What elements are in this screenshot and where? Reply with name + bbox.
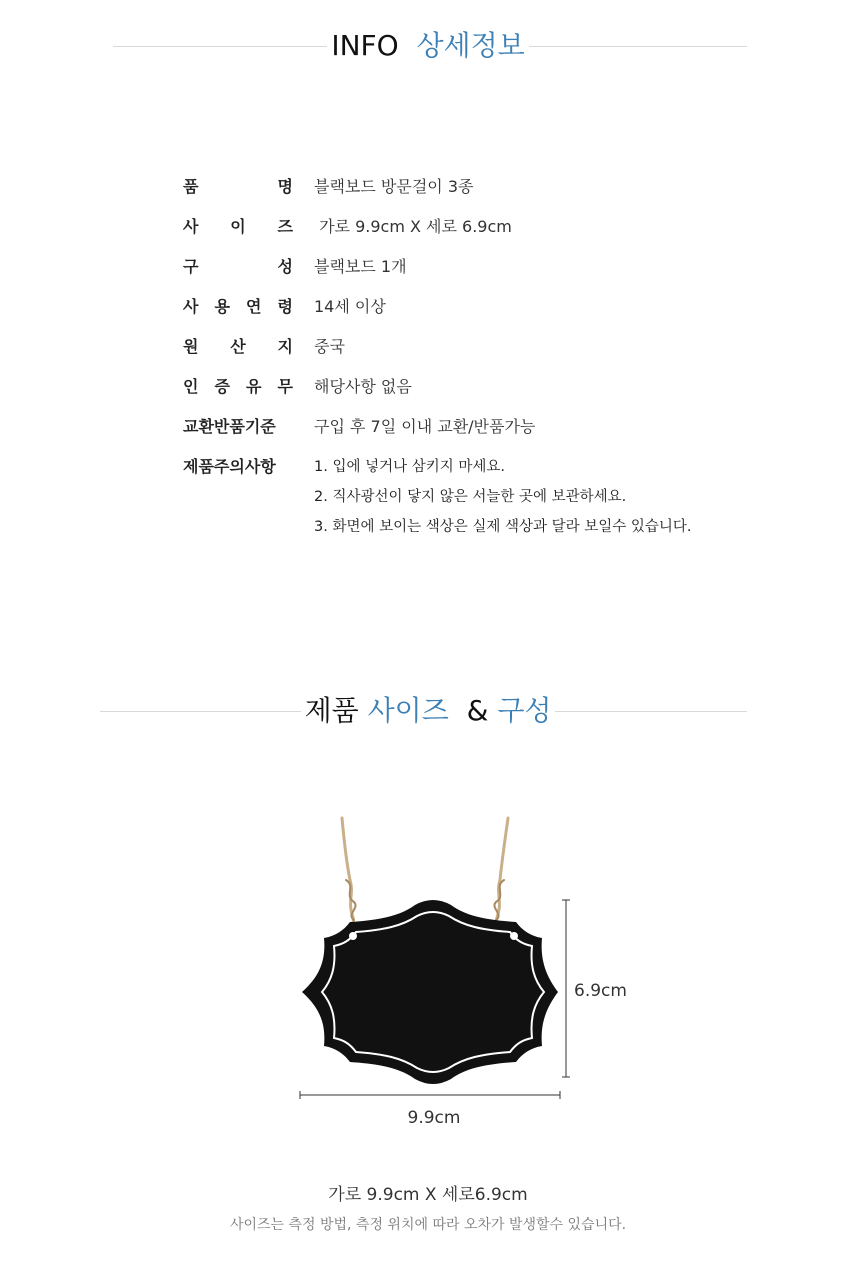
info-label [183,292,293,322]
caution-item: 2. 직사광선이 닿지 않은 서늘한 곳에 보관하세요. [314,489,627,505]
info-row-certification [183,372,783,402]
label-char: 원 [183,337,199,356]
height-dimension-line [562,900,570,1077]
label-char: 품 [183,177,199,196]
info-section-header [0,26,856,66]
info-value: 가로 9.9cm X 세로 6.9cm [314,217,512,236]
info-label: 제품주의사항 [183,457,276,476]
caution-item: 1. 입에 넣거나 삼키지 마세요. [314,459,505,475]
title-part-size: 사이즈 [367,694,449,727]
blackboard-shape [302,900,558,1084]
info-value: 중국 [314,337,345,356]
label-char: 이 [230,217,246,236]
title-part-ampersand: & [466,694,489,727]
label-char: 산 [230,337,246,356]
label-char: 구 [183,257,199,276]
height-label: 6.9cm [574,981,627,1001]
info-label [183,372,293,402]
info-value: 14세 이상 [314,297,386,316]
label-char: 증 [214,377,230,396]
info-row-caution [183,452,783,552]
title-part-composition: 구성 [497,694,552,727]
info-row-age [183,292,783,322]
info-label [183,252,293,282]
label-char: 유 [246,377,262,396]
product-size-figure [290,810,640,1140]
info-row-return-policy [183,412,783,442]
info-label [183,212,293,242]
label-char: 인 [183,377,199,396]
info-label [183,172,293,202]
label-char: 사 [183,297,199,316]
blackboard-illustration [290,810,640,1140]
info-row-name [183,172,783,202]
size-section-title [0,691,856,731]
info-label: 교환반품기준 [183,417,276,436]
label-char: 연 [246,297,262,316]
label-char: 즈 [277,217,293,236]
info-value: 해당사항 없음 [314,377,412,396]
label-char: 지 [277,337,293,356]
caution-item: 3. 화면에 보이는 색상은 실제 색상과 달라 보일수 있습니다. [314,519,692,535]
info-value: 블랙보드 1개 [314,257,407,276]
label-char: 무 [277,377,293,396]
size-summary: 가로 9.9cm X 세로6.9cm [328,1185,528,1205]
caution-list [314,452,691,542]
info-row-size [183,212,783,242]
info-value: 블랙보드 방문걸이 3종 [314,177,474,196]
info-value: 구입 후 7일 이내 교환/반품가능 [314,417,536,436]
size-disclaimer: 사이즈는 측정 방법, 측정 위치에 따라 오차가 발생할수 있습니다. [229,1217,627,1233]
label-char: 령 [277,297,293,316]
title-en: INFO [331,29,399,62]
label-char: 사 [183,217,199,236]
width-label: 9.9cm [407,1108,461,1128]
hole-right [510,932,518,940]
label-char: 용 [214,297,230,316]
title-part-product: 제품 [304,694,359,727]
info-row-composition [183,252,783,282]
size-section-header [0,691,856,731]
title-ko: 상세정보 [416,29,525,62]
label-char: 성 [277,257,293,276]
hole-left [349,932,357,940]
info-section-title [0,26,856,66]
info-row-origin [183,332,783,362]
label-char: 명 [277,177,293,196]
info-label [183,332,293,362]
width-dimension-line [300,1091,560,1099]
